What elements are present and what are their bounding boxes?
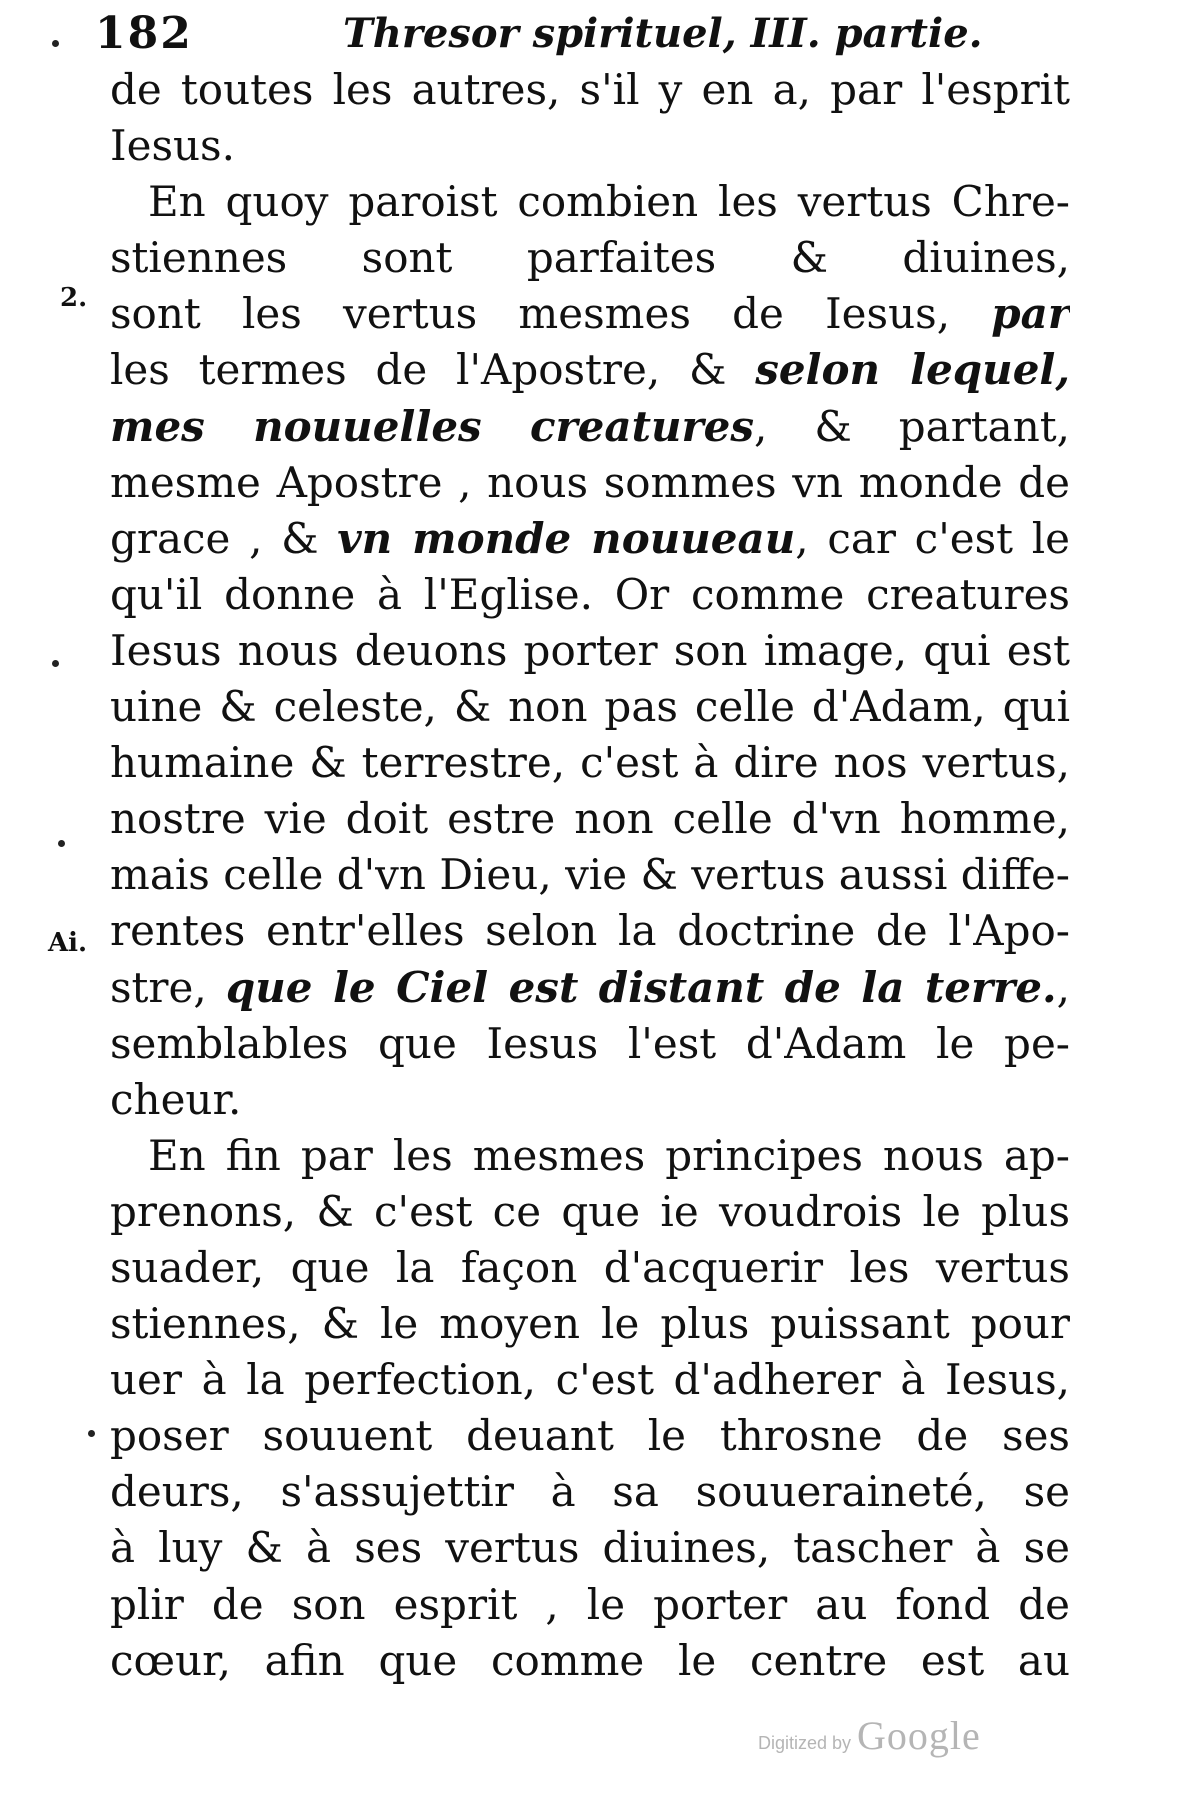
text-line [110, 791, 1070, 847]
text-segment: , & partant, [754, 401, 1070, 451]
text-line [110, 1633, 1070, 1689]
text-segment: stiennes sont parfaites & diuines, [110, 233, 1070, 283]
text-segment: stiennes, & le moyen le plus puissant pour [110, 1299, 1070, 1349]
text-line [110, 455, 1070, 511]
text-segment: Iesus. [110, 121, 235, 171]
text-line [110, 1352, 1070, 1408]
text-segment: En fin par les mesmes principes nous ap- [148, 1130, 1070, 1180]
text-line [110, 1464, 1070, 1520]
text-segment: semblables que Iesus l'est d'Adam le pe- [110, 1018, 1070, 1068]
text-line [110, 62, 1070, 118]
page-number: 182 [95, 8, 193, 59]
text-line [110, 342, 1070, 398]
text-segment: mais celle d'vn Dieu, vie & vertus aussi diffe- [110, 850, 1070, 900]
italic-phrase: selon lequel, [755, 345, 1070, 395]
text-segment: , car c'est le [795, 513, 1070, 563]
text-line [110, 903, 1070, 959]
text-segment: sont les vertus mesmes de Iesus, [110, 289, 992, 339]
text-line [110, 960, 1070, 1016]
text-segment: poser souuent deuant le throsne de ses [110, 1411, 1070, 1461]
text-line [110, 1184, 1070, 1240]
text-segment: grace , & [110, 513, 338, 563]
text-segment: suader, que la façon d'acquerir les vertus [110, 1242, 1070, 1292]
text-segment: nostre vie doit estre non celle d'vn homme, [110, 794, 1070, 844]
text-segment: de toutes les autres, s'il y en a, par l'esprit [110, 65, 1070, 114]
margin-note-2: Ai. [48, 928, 88, 958]
text-segment: deurs, s'assujettir à sa souueraineté, se [110, 1467, 1070, 1517]
text-line [110, 679, 1070, 735]
text-segment: stre, [110, 962, 226, 1012]
text-segment: à luy & à ses vertus diuines, tascher à se [110, 1523, 1070, 1573]
text-segment: cheur. [110, 1074, 242, 1124]
italic-phrase: par [991, 289, 1070, 339]
text-line [110, 567, 1070, 623]
text-line [110, 511, 1070, 567]
watermark-digitized-label: Digitized by [758, 1733, 852, 1753]
text-segment: , [1056, 962, 1070, 1012]
italic-phrase: que le Ciel est distant de la terre. [225, 962, 1057, 1012]
text-line [110, 1296, 1070, 1352]
google-logo: Google [857, 1713, 981, 1758]
text-segment: uine & celeste, & non pas celle d'Adam, qui [110, 682, 1070, 732]
text-line [110, 286, 1070, 342]
text-line [110, 118, 1070, 174]
italic-phrase: mes nouuelles creatures [110, 401, 755, 451]
text-line [110, 1128, 1070, 1184]
text-segment: rentes entr'elles selon la doctrine de l'Apo- [110, 906, 1070, 956]
text-line [110, 623, 1070, 679]
text-line [110, 1240, 1070, 1296]
digitized-by-google-watermark [758, 1712, 981, 1756]
ink-mark [88, 1430, 95, 1437]
text-segment: Iesus nous deuons porter son image, qui est [110, 625, 1070, 675]
text-segment: uer à la perfection, c'est d'adherer à Iesus, [110, 1355, 1070, 1405]
text-segment: les termes de l'Apostre, & [110, 345, 756, 395]
text-segment: En quoy paroist combien les vertus Chre- [148, 177, 1070, 227]
text-segment: humaine & terrestre, c'est à dire nos vertus, [110, 738, 1070, 788]
ink-mark [52, 40, 59, 47]
ink-mark [58, 840, 65, 847]
text-line [110, 1408, 1070, 1464]
ink-mark [52, 660, 59, 667]
text-segment: plir de son esprit , le porter au fond de [110, 1579, 1070, 1629]
text-line [110, 1016, 1070, 1072]
text-line [110, 847, 1070, 903]
text-segment: prenons, & c'est ce que ie voudrois le plus [110, 1186, 1070, 1236]
text-segment: qu'il donne à l'Eglise. Or comme creatures [110, 569, 1070, 619]
page-header [95, 6, 1065, 66]
running-title: Thresor spirituel, III. partie. [343, 10, 983, 57]
text-line [110, 174, 1070, 230]
text-line [110, 735, 1070, 791]
text-line [110, 399, 1070, 455]
text-line [110, 1577, 1070, 1633]
margin-note-1: 2. [60, 283, 88, 313]
text-line [110, 1520, 1070, 1576]
text-segment: mesme Apostre , nous sommes vn monde de [110, 457, 1070, 507]
italic-phrase: vn monde nouueau [337, 513, 796, 563]
body-text [110, 62, 1070, 1689]
text-segment: cœur, afin que comme le centre est au [110, 1635, 1070, 1685]
text-line [110, 230, 1070, 286]
text-line [110, 1072, 1070, 1128]
